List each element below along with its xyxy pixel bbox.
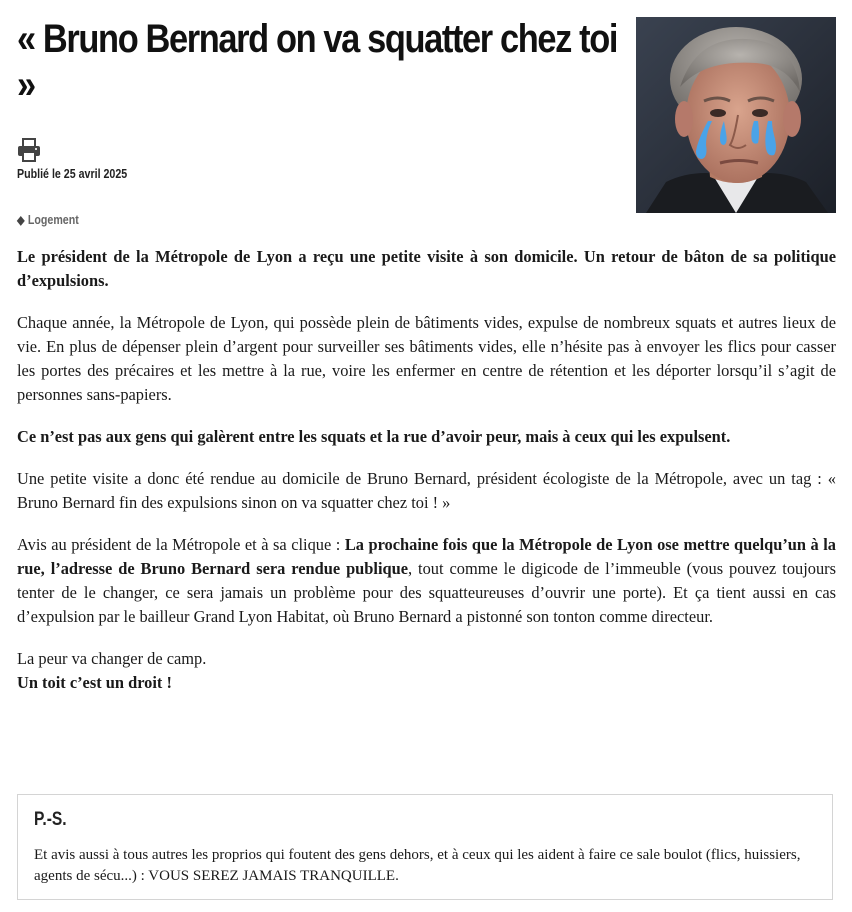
article-body xyxy=(17,245,836,713)
paragraph-5-line-1: La peur va changer de camp. xyxy=(17,649,207,668)
ps-text: Et avis aussi à tous autres les proprios qui foutent des gens dehors, et à ceux qui les aident à faire ce sale boulot (flics, huissiers, agents de sécu...) : VOUS SEREZ JAMAIS TRANQUILLE. xyxy=(34,847,801,884)
ps-heading: P.-S. xyxy=(34,809,67,830)
paragraph-3: Une petite visite a donc été rendue au domicile de Bruno Bernard, président écologiste de la Métropole, avec un tag : « Bruno Bernard fin des expulsions sinon on va squatter chez toi ! » xyxy=(17,469,836,512)
tag-icon: ◆ xyxy=(17,213,25,227)
article-lead: Le président de la Métropole de Lyon a reçu une petite visite à son domicile. Un retour de bâton de sa politique d’expulsions. xyxy=(17,247,836,290)
ps-box xyxy=(17,794,833,900)
paragraph-1: Chaque année, la Métropole de Lyon, qui possède plein de bâtiments vides, expulse de nombreux squats et autres lieux de vie. En plus de dépenser plein d’argent pour surveiller ses bâtiments vides, elle n’hésite pas à envoyer les flics pour casser les portes des précaires et les mettre à la rue, voire les enfermer en centre de rétention et les déporter lorsqu’il s’agit de personnes sans-papiers. xyxy=(17,313,836,404)
article-photo xyxy=(636,17,836,213)
paragraph-2: Ce n’est pas aux gens qui galèrent entre les squats et la rue d’avoir peur, mais à ceux qui les expulsent. xyxy=(17,427,731,446)
paragraph-5 xyxy=(17,647,836,695)
printer-icon[interactable] xyxy=(16,137,42,163)
paragraph-4-intro: Avis au président de la Métropole et à sa clique : xyxy=(17,535,345,554)
article-title: « Bruno Bernard on va squatter chez toi » xyxy=(17,17,618,107)
paragraph-4 xyxy=(17,533,836,629)
paragraph-4-bold: La prochaine fois que la Métropole de Lyon ose mettre quelqu’un à la rue, l’adresse de Bruno Bernard sera rendue publique xyxy=(17,535,836,578)
category-label[interactable]: Logement xyxy=(27,212,79,227)
paragraph-5-line-2: Un toit c’est un droit ! xyxy=(17,673,172,692)
publish-date: Publié le 25 avril 2025 xyxy=(17,166,128,181)
portrait-image xyxy=(636,17,836,213)
paragraph-4-rest: , tout comme le digicode de l’immeuble (vous pouvez toujours tenter de le changer, ce sera jamais un problème pour des squatteureuses d’ouvrir une porte). Et ça tient aussi en cas d’expulsion par le bailleur Grand Lyon Habitat, où Bruno Bernard a pistonné son tonton comme directeur. xyxy=(17,559,836,626)
category-tag[interactable] xyxy=(17,212,79,227)
